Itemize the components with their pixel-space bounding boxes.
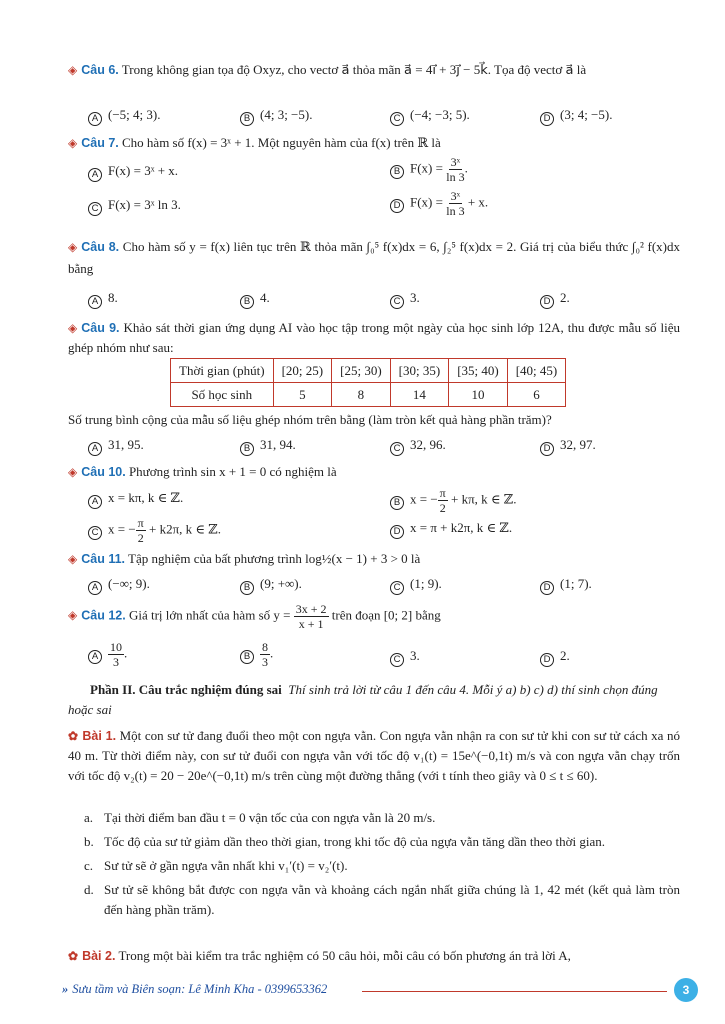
table-cell: [25; 30)	[332, 359, 391, 383]
q6-option-a[interactable]: A (−5; 4; 3).	[88, 107, 160, 126]
section-title: Phần II. Câu trắc nghiệm đúng sai	[90, 682, 282, 697]
q12-option-a[interactable]: A $\frac{10}{3}$ .	[88, 640, 127, 669]
problem-1-items	[84, 808, 680, 920]
question-10: ◈ Câu 10. Phương trình sin x + 1 = 0 có nghiệm là	[68, 464, 337, 479]
table-cell: 8	[332, 383, 391, 407]
table-row	[171, 359, 566, 383]
diamond-arrow-icon: ◈	[68, 136, 78, 150]
table-cell: [40; 45)	[507, 359, 566, 383]
footer-credit: » Sưu tầm và Biên soạn: Lê Minh Kha - 0399653362	[62, 982, 328, 996]
footer-divider	[362, 991, 667, 992]
question-12-options	[88, 640, 678, 674]
table-cell: 6	[507, 383, 566, 407]
question-6-head: Câu 6.	[81, 63, 119, 77]
q8-option-a[interactable]: A 8.	[88, 290, 118, 309]
table-cell: 14	[390, 383, 449, 407]
q12-option-d[interactable]: D 2.	[540, 648, 570, 667]
q10-option-c[interactable]: C x = − $\frac{\pi}{2}$ + k2π, k ∈ ℤ.	[88, 516, 221, 545]
q9-option-d[interactable]: D 32, 97.	[540, 437, 596, 456]
question-8-options	[88, 290, 678, 310]
table-cell: [30; 35)	[390, 359, 449, 383]
question-9-prompt: Số trung bình cộng của mẫu số liệu ghép nhóm trên bằng (làm tròn kết quả hàng phần trăm)?	[68, 412, 552, 427]
q12-option-b[interactable]: B $\frac{8}{3}$ .	[240, 640, 273, 669]
diamond-arrow-icon: ◈	[68, 240, 78, 254]
q12-option-c[interactable]: C 3.	[390, 648, 420, 667]
q8-option-d[interactable]: D 2.	[540, 290, 570, 309]
list-item[interactable]: b. Tốc độ của sư tử giảm dần theo thời gian, trong khi tốc độ của ngựa vằn tăng dần theo thời gian.	[84, 834, 605, 849]
list-item[interactable]: a. Tại thời điểm ban đầu t = 0 vận tốc của con ngựa vằn là 20 m/s.	[84, 810, 436, 825]
question-9: ◈ Câu 9. Khảo sát thời gian ứng dụng AI vào học tập trong một ngày của học sinh lớp 12A, thu được mẫu số liệu ghép nhóm như sau:	[68, 320, 681, 355]
table-cell: 5	[273, 383, 332, 407]
q11-option-b[interactable]: B (9; +∞).	[240, 576, 302, 595]
q6-option-d[interactable]: D (3; 4; −5).	[540, 107, 612, 126]
problem-1: ✿ Bài 1. Một con sư tử đang đuổi theo một con ngựa vằn. Con ngựa vằn nhận ra con sư tử khi con sư tử cách xa nó 40 m. Từ thời điểm này, con sư tử đuổi con ngựa vằn với tốc độ v₁(t) = 15e^(−0,1t) m/s và con ngựa vằn chạy trốn với tốc độ v₂(t) = 20 − 20e^(−0,1t) m/s trên cùng một đường thẳng (với t tính theo giây và 0 ≤ t ≤ 60).	[68, 728, 680, 783]
diamond-arrow-icon: ◈	[68, 608, 78, 623]
q7-option-b[interactable]: B F(x) = $\frac{\text{3ˣ}}{\ln 3}$ .	[390, 155, 468, 184]
question-7-options	[88, 155, 678, 225]
q11-option-d[interactable]: D (1; 7).	[540, 576, 592, 595]
diamond-arrow-icon: ◈	[68, 63, 78, 77]
double-chevron-icon: »	[62, 982, 69, 996]
question-9-options	[88, 437, 678, 457]
flower-icon: ✿	[68, 949, 79, 963]
diamond-arrow-icon: ◈	[68, 465, 78, 479]
table-header-cell: Thời gian (phút)	[171, 359, 274, 383]
q10-option-a[interactable]: A x = kπ, k ∈ ℤ.	[88, 490, 183, 509]
list-item[interactable]: d. Sư tử sẽ không bắt được con ngựa vằn và khoảng cách ngắn nhất giữa chúng là 1, 42 mét (kết quả làm tròn đến hàng phần trăm).	[84, 882, 680, 917]
table-cell: [20; 25)	[273, 359, 332, 383]
question-8: ◈ Câu 8. Cho hàm số y = f(x) liên tục trên ℝ thỏa mãn ∫₀⁵ f(x)dx = 6, ∫₂⁵ f(x)dx = 2. Giá trị của biểu thức ∫₀² f(x)dx bằng	[68, 239, 681, 276]
flower-icon: ✿	[68, 729, 79, 743]
question-6-options	[88, 107, 678, 127]
section-heading	[68, 680, 680, 720]
q6-option-b[interactable]: B (4; 3; −5).	[240, 107, 312, 126]
question-6-text: Trong không gian tọa độ Oxyz, cho vectơ a⃗ thỏa mãn a⃗ = 4i⃗ + 3j⃗ − 5k⃗. Tọa độ vectơ a⃗ là	[121, 62, 587, 77]
q8-option-b[interactable]: B 4.	[240, 290, 270, 309]
diamond-arrow-icon: ◈	[68, 552, 78, 566]
q7-option-d[interactable]: D F(x) = $\frac{\text{3ˣ}}{\ln 3}$ + x.	[390, 189, 488, 218]
q9-option-a[interactable]: A 31, 95.	[88, 437, 144, 456]
table-cell: [35; 40)	[449, 359, 508, 383]
problem-2: ✿ Bài 2. Trong một bài kiểm tra trắc nghiệm có 50 câu hỏi, mỗi câu có bốn phương án trả lời A,	[68, 948, 571, 963]
q11-option-a[interactable]: A (−∞; 9).	[88, 576, 150, 595]
table-header-cell: Số học sinh	[171, 383, 274, 407]
section-description: Thí sinh trả lời từ câu 1 đến câu 4. Mỗi ý a) b) c) d) thí sinh chọn đúng hoặc sai	[68, 682, 658, 717]
q7-option-a[interactable]: A F(x) = 3ˣ + x.	[88, 163, 178, 182]
q10-option-d[interactable]: D x = π + k2π, k ∈ ℤ.	[390, 520, 512, 539]
page-number-badge: 3	[674, 978, 698, 1002]
q8-option-c[interactable]: C 3.	[390, 290, 420, 309]
list-item[interactable]: c. Sư tử sẽ ở gần ngựa vằn nhất khi v₁′(t) = v₂′(t).	[84, 858, 348, 873]
q9-option-b[interactable]: B 31, 94.	[240, 437, 296, 456]
table-cell: 10	[449, 383, 508, 407]
question-7: ◈ Câu 7. Cho hàm số f(x) = 3ˣ + 1. Một nguyên hàm của f(x) trên ℝ là	[68, 135, 441, 150]
question-12: ◈ Câu 12. Giá trị lớn nhất của hàm số y = $\frac{3x + 2}{x + 1}$ trên đoạn [0; 2] bằng	[68, 602, 441, 631]
q9-option-c[interactable]: C 32, 96.	[390, 437, 446, 456]
question-10-options	[88, 486, 678, 546]
question-11-options	[88, 576, 678, 596]
q11-option-c[interactable]: C (1; 9).	[390, 576, 442, 595]
q7-option-c[interactable]: C F(x) = 3ˣ ln 3.	[88, 197, 181, 216]
q6-option-c[interactable]: C (−4; −3; 5).	[390, 107, 470, 126]
q10-option-b[interactable]: B x = − $\frac{\pi}{2}$ + kπ, k ∈ ℤ.	[390, 486, 517, 515]
diamond-arrow-icon: ◈	[68, 321, 78, 335]
question-6	[68, 60, 680, 80]
question-11: ◈ Câu 11. Tập nghiệm của bất phương trình log½(x − 1) + 3 > 0 là	[68, 551, 421, 566]
page-footer	[62, 982, 702, 1002]
frequency-table	[170, 358, 566, 407]
table-row	[171, 383, 566, 407]
